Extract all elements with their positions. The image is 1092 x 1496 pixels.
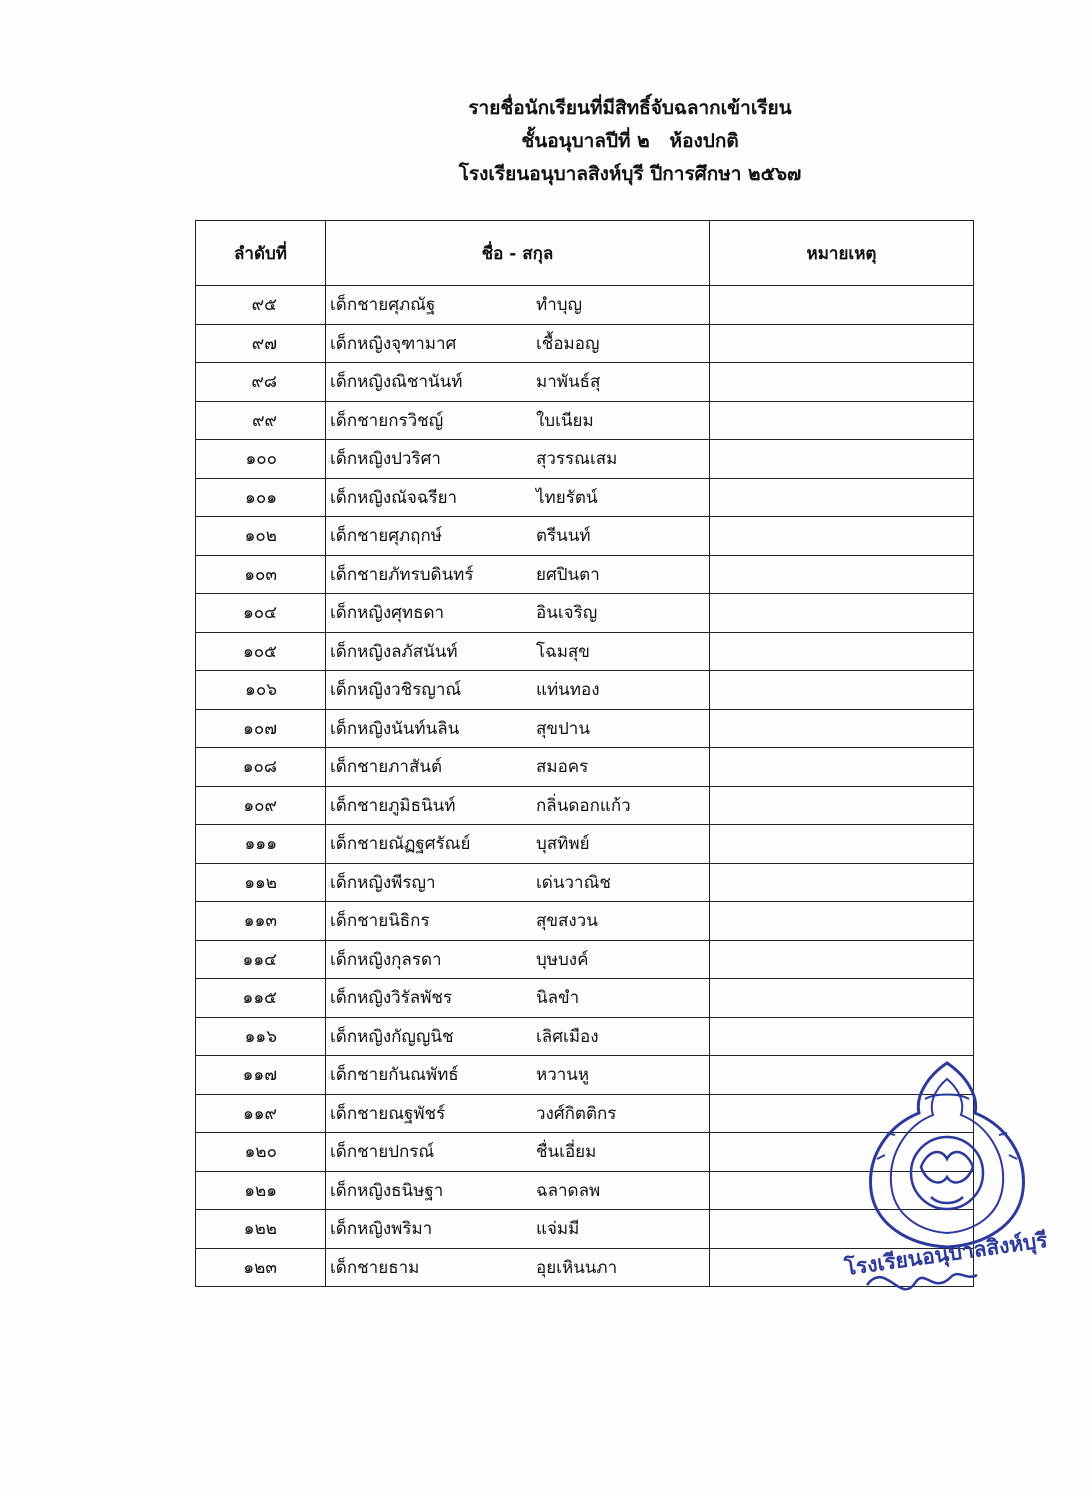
last-name: บุสทิพย์ [536, 834, 590, 855]
full-name-cell [326, 671, 710, 710]
order-number-cell: ๑๐๖ [196, 671, 326, 710]
table-row [196, 940, 974, 979]
remarks-cell [710, 940, 974, 979]
table-row [196, 324, 974, 363]
table-row [196, 594, 974, 633]
last-name: ไทยรัตน์ [536, 487, 598, 508]
last-name: เลิศเมือง [536, 1026, 599, 1047]
first-name: เด็กหญิงวชิรญาณ์ [330, 680, 462, 701]
title-line-3: โรงเรียนอนุบาลสิงห์บุรี ปีการศึกษา ๒๕๖๗ [458, 163, 802, 185]
last-name: ทำบุญ [536, 295, 583, 316]
full-name-cell [326, 478, 710, 517]
full-name-cell [326, 1056, 710, 1095]
table-row [196, 555, 974, 594]
remarks-cell [710, 671, 974, 710]
first-name: เด็กหญิงวิรัลพัชร [330, 988, 453, 1009]
first-name: เด็กชายภัทรบดินทร์ [330, 564, 474, 585]
order-number-cell: ๑๑๑ [196, 825, 326, 864]
remarks-cell [710, 632, 974, 671]
table-row [196, 286, 974, 325]
table-header-row [196, 221, 974, 286]
full-name-cell [326, 1210, 710, 1249]
order-number-cell: ๑๑๕ [196, 979, 326, 1018]
order-number-cell: ๑๑๖ [196, 1017, 326, 1056]
first-name: เด็กชายนิธิกร [330, 911, 430, 932]
first-name: เด็กหญิงณิชานันท์ [330, 372, 463, 393]
last-name: อุยเหินนภา [536, 1257, 618, 1278]
last-name: หวานหู [536, 1065, 590, 1086]
order-number-cell: ๑๑๔ [196, 940, 326, 979]
remarks-cell [710, 440, 974, 479]
table-row [196, 478, 974, 517]
header-order-number: ลำดับที่ [196, 221, 326, 286]
table-row [196, 401, 974, 440]
order-number-cell: ๑๐๒ [196, 517, 326, 556]
remarks-cell [710, 363, 974, 402]
remarks-cell [710, 863, 974, 902]
remarks-cell [710, 786, 974, 825]
table-row [196, 363, 974, 402]
order-number-cell: ๑๒๒ [196, 1210, 326, 1249]
table-row [196, 863, 974, 902]
last-name: โฉมสุข [536, 641, 590, 662]
first-name: เด็กหญิงศุทธดา [330, 603, 445, 624]
order-number-cell: ๑๒๑ [196, 1171, 326, 1210]
first-name: เด็กชายปกรณ์ [330, 1142, 435, 1163]
order-number-cell: ๑๒๓ [196, 1248, 326, 1287]
order-number-cell: ๑๑๒ [196, 863, 326, 902]
last-name: ยศปินตา [536, 564, 600, 585]
order-number-cell: ๑๐๗ [196, 709, 326, 748]
last-name: เด่นวาณิช [536, 872, 611, 893]
full-name-cell [326, 1017, 710, 1056]
full-name-cell [326, 1248, 710, 1287]
order-number-cell: ๑๐๘ [196, 748, 326, 787]
title-line-1: รายชื่อนักเรียนที่มีสิทธิ์จับฉลากเข้าเรียน [468, 97, 792, 119]
last-name: ตรีนนท์ [536, 526, 591, 547]
order-number-cell: ๙๙ [196, 401, 326, 440]
remarks-cell [710, 555, 974, 594]
table-row [196, 786, 974, 825]
first-name: เด็กชายกันณพัทธ์ [330, 1065, 459, 1086]
remarks-cell [710, 286, 974, 325]
table-row [196, 979, 974, 1018]
full-name-cell [326, 979, 710, 1018]
remarks-cell [710, 709, 974, 748]
first-name: เด็กหญิงลภัสนันท์ [330, 641, 458, 662]
order-number-cell: ๑๑๙ [196, 1094, 326, 1133]
header-remarks: หมายเหตุ [710, 221, 974, 286]
first-name: เด็กชายศุภณัฐ [330, 295, 436, 316]
document-title [300, 92, 960, 191]
first-name: เด็กหญิงพีรญา [330, 872, 436, 893]
header-full-name: ชื่อ - สกุล [326, 221, 710, 286]
order-number-cell: ๑๐๔ [196, 594, 326, 633]
last-name: กลิ่นดอกแก้ว [536, 795, 631, 816]
remarks-cell [710, 517, 974, 556]
first-name: เด็กชายศุภฤกษ์ [330, 526, 442, 547]
last-name: บุษบงค์ [536, 949, 589, 970]
full-name-cell [326, 1171, 710, 1210]
order-number-cell: ๑๐๑ [196, 478, 326, 517]
last-name: ใบเนียม [536, 410, 594, 431]
remarks-cell [710, 594, 974, 633]
order-number-cell: ๑๑๗ [196, 1056, 326, 1095]
first-name: เด็กหญิงณัจฉรียา [330, 487, 458, 508]
full-name-cell [326, 1133, 710, 1172]
last-name: วงศ์กิตติกร [536, 1103, 617, 1124]
first-name: เด็กหญิงกัญญนิช [330, 1026, 454, 1047]
last-name: สุขปาน [536, 718, 590, 739]
remarks-cell [710, 748, 974, 787]
table-row [196, 709, 974, 748]
table-row [196, 632, 974, 671]
last-name: นิลขำ [536, 988, 580, 1009]
seal-text: โรงเรียนอนุบาลสิงห์บุรี [843, 1227, 1049, 1281]
school-seal-stamp [843, 1055, 1049, 1310]
remarks-cell [710, 1017, 974, 1056]
remarks-cell [710, 401, 974, 440]
order-number-cell: ๙๕ [196, 286, 326, 325]
full-name-cell [326, 863, 710, 902]
order-number-cell: ๑๑๓ [196, 902, 326, 941]
last-name: สุขสงวน [536, 911, 598, 932]
first-name: เด็กหญิงธนิษฐา [330, 1180, 444, 1201]
first-name: เด็กหญิงกุลรดา [330, 949, 442, 970]
table-row [196, 517, 974, 556]
title-line-2: ชั้นอนุบาลปีที่ ๒ ห้องปกติ [521, 130, 739, 152]
full-name-cell [326, 1094, 710, 1133]
full-name-cell [326, 324, 710, 363]
full-name-cell [326, 517, 710, 556]
first-name: เด็กชายณัฏฐศรัณย์ [330, 834, 471, 855]
remarks-cell [710, 324, 974, 363]
first-name: เด็กหญิงปวริศา [330, 449, 441, 470]
last-name: สุวรรณเสม [536, 449, 618, 470]
full-name-cell [326, 825, 710, 864]
order-number-cell: ๑๐๙ [196, 786, 326, 825]
first-name: เด็กหญิงจุฑามาศ [330, 333, 457, 354]
last-name: ฉลาดลพ [536, 1180, 601, 1201]
table-row [196, 902, 974, 941]
first-name: เด็กชายภาสันต์ [330, 757, 442, 778]
full-name-cell [326, 594, 710, 633]
order-number-cell: ๙๘ [196, 363, 326, 402]
last-name: แท่นทอง [536, 680, 600, 701]
full-name-cell [326, 555, 710, 594]
table-row [196, 440, 974, 479]
full-name-cell [326, 440, 710, 479]
first-name: เด็กชายณฐพัชร์ [330, 1103, 446, 1124]
order-number-cell: ๙๗ [196, 324, 326, 363]
full-name-cell [326, 748, 710, 787]
last-name: มาพันธ์สุ [536, 372, 601, 393]
order-number-cell: ๑๐๐ [196, 440, 326, 479]
first-name: เด็กชายภูมิธนินท์ [330, 795, 456, 816]
first-name: เด็กหญิงพริมา [330, 1219, 433, 1240]
first-name: เด็กชายกรวิชญ์ [330, 410, 444, 431]
last-name: สมอคร [536, 757, 589, 778]
remarks-cell [710, 979, 974, 1018]
full-name-cell [326, 401, 710, 440]
table-row [196, 748, 974, 787]
remarks-cell [710, 825, 974, 864]
last-name: อินเจริญ [536, 603, 598, 624]
last-name: เชื้อมอญ [536, 333, 600, 354]
order-number-cell: ๑๐๕ [196, 632, 326, 671]
full-name-cell [326, 902, 710, 941]
table-row [196, 671, 974, 710]
first-name: เด็กหญิงนันท์นลิน [330, 718, 460, 739]
remarks-cell [710, 478, 974, 517]
table-row [196, 1017, 974, 1056]
full-name-cell [326, 786, 710, 825]
order-number-cell: ๑๐๓ [196, 555, 326, 594]
full-name-cell [326, 632, 710, 671]
remarks-cell [710, 902, 974, 941]
last-name: ชื่นเอี่ยม [536, 1142, 597, 1163]
last-name: แจ่มมี [536, 1219, 580, 1240]
order-number-cell: ๑๒๐ [196, 1133, 326, 1172]
full-name-cell [326, 363, 710, 402]
table-row [196, 825, 974, 864]
full-name-cell [326, 940, 710, 979]
full-name-cell [326, 286, 710, 325]
full-name-cell [326, 709, 710, 748]
first-name: เด็กชายธาม [330, 1257, 420, 1278]
